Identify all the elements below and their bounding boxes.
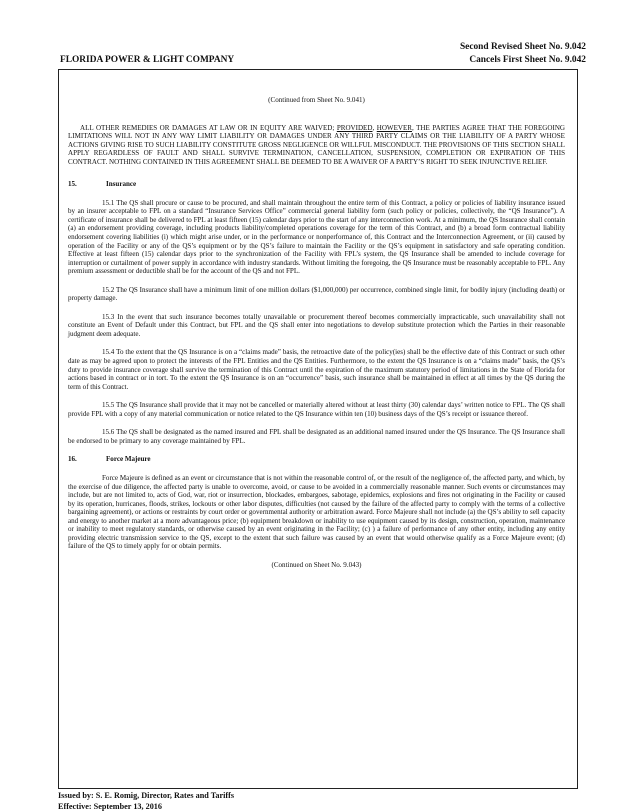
waiver-paragraph	[68, 124, 565, 167]
paragraph-15-2: 15.2 The QS Insurance shall have a minimum limit of one million dollars ($1,000,000) per occurrence, combined single limit, for bodily injury (including death) or property damage.	[68, 286, 565, 303]
sheet-header	[460, 41, 586, 66]
section-16-heading	[68, 455, 565, 464]
section-number: 16.	[68, 455, 106, 464]
paragraph-15-6: 15.6 The QS shall be designated as the named insured and FPL shall be designated as an additional named insured under the QS Insurance. The QS Insurance shall be endorsed to be primary to any coverage maintained by FPL.	[68, 428, 565, 445]
issued-by: Issued by: S. E. Romig, Director, Rates and Tariffs	[58, 791, 234, 802]
section-15-heading	[68, 180, 565, 189]
paragraph-15-1: 15.1 The QS shall procure or cause to be procured, and shall maintain throughout the entire term of this Contract, a policy or policies of liability insurance issued by an insurer acceptable to FPL on a standard “Insurance Services Office” commercial general liability form (such policy or policies, collectively, the “QS Insurance”). A certificate of insurance shall be delivered to FPL at least fifteen (15) calendar days prior to the start of any interconnection work. At a minimum, the QS Insurance shall contain (a) an endorsement providing coverage, including products liability/completed operations coverage for the term of this Contract, and (b) a broad form contractual liability endorsement covering liabilities (i) which might arise under, or in the performance or nonperformance of, this Contract and the Interconnection Agreement, or (ii) caused by operation of the Facility or any of the QS’s equipment or by the QS’s failure to maintain the Facility or the QS’s equipment in satisfactory and safe operating condition. Effective at least fifteen (15) calendar days prior to the synchronization of the Facility with FPL’s system, the QS Insurance shall be amended to include coverage for interruption or curtailment of power supply in accordance with industry standards. Without limiting the foregoing, the QS Insurance must be reasonably acceptable to FPL. Any premium assessment or deductible shall be for the account of the QS and not FPL.	[68, 199, 565, 276]
waiver-text-1: ALL OTHER REMEDIES OR DAMAGES AT LAW OR IN EQUITY ARE WAIVED;	[80, 124, 337, 132]
provided-term: PROVIDED	[337, 124, 373, 132]
document-body	[68, 82, 565, 569]
effective-date: Effective: September 13, 2016	[58, 802, 234, 812]
paragraph-16: Force Majeure is defined as an event or circumstance that is not within the reasonable control of, or the result of the negligence of, the affected party, and which, by the exercise of due diligence, the affected party is unable to overcome, avoid, or cause to be avoided in a commercially reasonable manner. Such events or circumstances may include, but are not limited to, acts of God, war, riot or insurrection, blockades, embargoes, sabotage, epidemics, explosions and fires not originating in the Facility or caused by its operation, hurricanes, floods, strikes, lockouts or other labor disputes, difficulties (not caused by the failure of the affected party to comply with the terms of a collective bargaining agreement), or actions or restraints by court order or governmental authority or arbitration award. Force Majeure shall not include (a) the QS’s ability to sell capacity and energy to another market at a more advantageous price; (b) equipment breakdown or inability to use equipment caused by its design, construction, operation, maintenance or inability to meet regulatory standards, or otherwise caused by an event originating in the Facility; (c) ) a failure of performance of any other entity, including any entity providing electric transmission service to the QS, except to the extent that such failure was caused by an event that would otherwise qualify as a Force Majeure event; (d) failure of the QS to timely apply for or obtain permits.	[68, 474, 565, 551]
paragraph-15-3: 15.3 In the event that such insurance becomes totally unavailable or procurement thereof becomes commercially impracticable, such unavailability shall not constitute an Event of Default under this Contract, but FPL and the QS shall enter into negotiations to develop substitute protection which the Parties in their reasonable judgment deem adequate.	[68, 313, 565, 339]
cancels-sheet: Cancels First Sheet No. 9.042	[460, 54, 586, 67]
section-title: Force Majeure	[106, 455, 151, 464]
waiver-text-2: , THE PARTIES AGREE THAT THE FOREGOING LIMITATIONS WILL NOT IN ANY WAY LIMIT LIABILITY OR DAMAGES UNDER ANY THIRD PARTY CLAIMS OR THE LIABILITY OF A PARTY WHOSE ACTIONS GIVING RISE TO SUCH LIABILITY CONSTITUTE GROSS NEGLIGENCE OR WILLFUL MISCONDUCT. THE PROVISIONS OF THIS SECTION SHALL APPLY REGARDLESS OF FAULT AND SHALL SURVIVE TERMINATION, CANCELLATION, SUSPENSION, COMPLETION OR EXPIRATION OF THIS CONTRACT. NOTHING CONTAINED IN THIS AGREEMENT SHALL BE DEEMED TO BE A WAIVER OF A PARTY’S RIGHT TO SEEK INJUNCTIVE RELIEF.	[68, 124, 565, 166]
company-name: FLORIDA POWER & LIGHT COMPANY	[60, 54, 234, 67]
sheet-number: Second Revised Sheet No. 9.042	[460, 41, 586, 54]
continued-on: (Continued on Sheet No. 9.043)	[68, 561, 565, 570]
section-number: 15.	[68, 180, 106, 189]
continued-from: (Continued from Sheet No. 9.041)	[68, 96, 565, 105]
waiver-comma: ,	[372, 124, 376, 132]
however-term: HOWEVER	[377, 124, 412, 132]
section-title: Insurance	[106, 180, 136, 189]
issuance-footer	[58, 791, 234, 812]
paragraph-15-4: 15.4 To the extent that the QS Insurance is on a “claims made” basis, the retroactive date of the policy(ies) shall be the effective date of this Contract or such other date as may be agreed upon to protect the interests of the FPL Entities and the QS Entities. Furthermore, to the extent the QS Insurance is on a “claims made” basis, the QS’s duty to provide insurance coverage shall survive the termination of this Contract until the expiration of the maximum statutory period of limitations in the State of Florida for actions based in contract or in tort. To the extent the QS Insurance is on an “occurrence” basis, such insurance shall be maintained in effect at all times by the QS during the term of this Contract.	[68, 348, 565, 391]
paragraph-15-5: 15.5 The QS Insurance shall provide that it may not be cancelled or materially altered without at least thirty (30) calendar days’ written notice to FPL. The QS shall provide FPL with a copy of any material communication or notice related to the QS Insurance within ten (10) business days of the QS’s receipt or issuance thereof.	[68, 401, 565, 418]
